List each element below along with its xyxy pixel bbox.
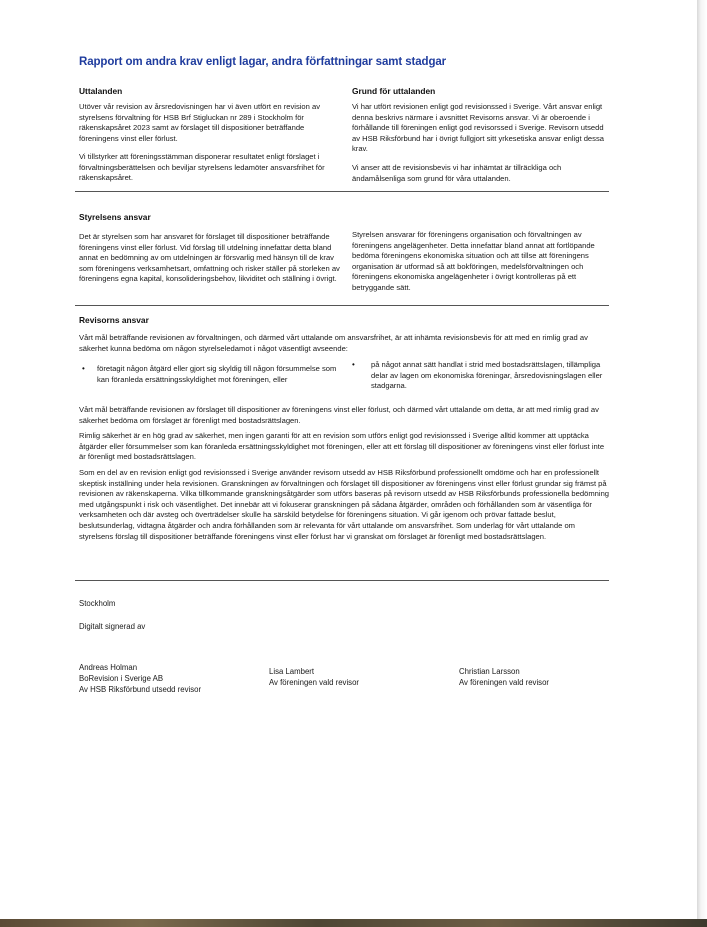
section-divider xyxy=(75,191,609,192)
revisorns-ansvar-paragraph-2: Vårt mål beträffande revisionen av förslaget till dispositioner av föreningens vinst eller förlust, och därmed vårt uttalande om detta, är att med rimlig grad av säkerhet bedöma om förslaget är förenligt med bostadsrättslagen. xyxy=(79,405,599,425)
signatory-3 xyxy=(459,666,549,688)
signatory-1 xyxy=(79,662,201,695)
uttalanden-paragraph-1: Utöver vår revision av årsredovisningen har vi även utfört en revision av styrelsens förvaltning för HSB Brf Stigluckan nr 289 i Stockholm för räkenskapsåret 2023 samt av förslaget till dispositioner beträffande föreningens vinst eller förlust. xyxy=(79,102,321,143)
revisorns-ansvar-heading: Revisorns ansvar xyxy=(79,315,149,325)
grund-paragraph-2: Vi anser att de revisionsbevis vi har inhämtat är tillräckliga och ändamålsenliga som grund för våra uttalanden. xyxy=(352,163,562,183)
grund-heading: Grund för uttalanden xyxy=(352,86,436,96)
digital-signature-note: Digitalt signerad av xyxy=(79,622,146,631)
revisorns-ansvar-paragraph-3: Rimlig säkerhet är en hög grad av säkerhet, men ingen garanti för att en revision som utförs enligt god revisionssed i Sverige alltid kommer att upptäcka åtgärder eller försummelser som kan föranleda ersättningsskyldighet mot föreningen, eller att ett förslag till dispositioner av föreningens vinst eller förlust inte är förenligt med bostadsrättslagen. xyxy=(79,431,605,462)
styrelsens-ansvar-right-paragraph: Styrelsen ansvarar för föreningens organisation och förvaltningen av föreningens angelägenheter. Detta innefattar bland annat att fortlöpande bedöma föreningens ekonomiska situation och att tillse att föreningens organisation är utformad så att bokföringen, medelsförvaltningen och föreningens ekonomiska angelägenheter i övrigt kontrolleras på ett betryggande sätt. xyxy=(352,230,595,292)
revisorns-ansvar-paragraph-4: Som en del av en revision enligt god revisionssed i Sverige använder revisorn utsedd av HSB Riksförbund professionellt omdöme och har en professionellt skeptisk inställning under hela revisionen. Granskningen av förvaltningen och förslaget till dispositioner av föreningens vinst eller förlust grundar sig främst på revisionen av räkenskaperna. Vilka tillkommande granskningsåtgärder som utförs baseras på revisorn utsedd av HSB Riksförbunds professionella bedömning med utgångspunkt i risk och väsentlighet. Det innebär att vi fokuserar granskningen på sådana åtgärder, områden och förhållanden som är väsentliga för verksamheten och där avsteg och överträdelser skulle ha särskild betydelse för föreningens situation. Vi går igenom och prövar fattade beslut, beslutsunderlag, vidtagna åtgärder och andra förhållanden som är relevanta för vårt uttalande om ansvarsfrihet. Som underlag för vårt uttalande om styrelsens förslag till dispositioner beträffande föreningens vinst eller förlust har vi granskat om förslaget är förenligt med bostadsrättslagen. xyxy=(79,468,610,541)
bullet-marker: • xyxy=(352,360,355,369)
desktop-background-strip xyxy=(0,919,707,927)
signatory-company: BoRevision i Sverige AB xyxy=(79,674,164,683)
grund-paragraph-1: Vi har utfört revisionen enligt god revisionssed i Sverige. Vårt ansvar enligt denna beskrivs närmare i avsnittet Revisorns ansvar. Vi är oberoende i förhållande till föreningen enligt god revisorssed i Sverige. Revisorn utsedd av HSB Riksförbund har i övrigt fullgjort sitt yrkesetiska ansvar enligt dessa krav. xyxy=(352,102,604,154)
uttalanden-heading: Uttalanden xyxy=(79,86,123,96)
signatory-name: Lisa Lambert xyxy=(269,667,315,676)
bullet-item-2: på något annat sätt handlat i strid med bostadsrättslagen, tillämpliga delar av lagen om ekonomiska föreningar, årsredovisningslagen eller stadgarna. xyxy=(371,360,603,391)
signatory-2 xyxy=(269,666,359,688)
bullet-marker: • xyxy=(82,364,85,373)
page-edge-shadow xyxy=(697,0,707,927)
styrelsens-ansvar-left-paragraph: Det är styrelsen som har ansvaret för förslaget till dispositioner beträffande föreningens vinst eller förlust. Vid förslag till utdelning innefattar detta bland annat en bedömning av om utdelningen är försvarlig med hänsyn till de krav som föreningens verksamhetsart, omfattning och risker ställer på storleken av föreningens egna kapital, konsolideringsbehov, likviditet och ställning i övrigt. xyxy=(79,232,340,284)
signing-city: Stockholm xyxy=(79,599,116,608)
signatory-role: Av HSB Riksförbund utsedd revisor xyxy=(79,685,202,694)
revisorns-ansvar-intro: Vårt mål beträffande revisionen av förvaltningen, och därmed vårt uttalande om ansvarsfrihet, är att inhämta revisionsbevis för att med en rimlig grad av säkerhet kunna bedöma om någon styrelseledamot i något väsentligt avseende: xyxy=(79,333,588,353)
uttalanden-paragraph-2: Vi tillstyrker att föreningsstämman disponerar resultatet enligt förslaget i förvaltningsberättelsen och beviljar styrelsens ledamöter ansvarsfrihet för räkenskapsåret. xyxy=(79,152,325,183)
signatory-role: Av föreningen vald revisor xyxy=(269,678,360,687)
signatory-role: Av föreningen vald revisor xyxy=(459,678,550,687)
signatory-name: Christian Larsson xyxy=(459,667,520,676)
styrelsens-ansvar-heading: Styrelsens ansvar xyxy=(79,212,151,222)
section-divider xyxy=(75,305,609,306)
signatory-name: Andreas Holman xyxy=(79,663,138,672)
bullet-item-1: företagit någon åtgärd eller gjort sig skyldig till någon försummelse som kan föranleda ersättningsskyldighet mot föreningen, eller xyxy=(97,364,337,384)
report-title: Rapport om andra krav enligt lagar, andra författningar samt stadgar xyxy=(79,56,447,68)
section-divider xyxy=(75,580,609,581)
